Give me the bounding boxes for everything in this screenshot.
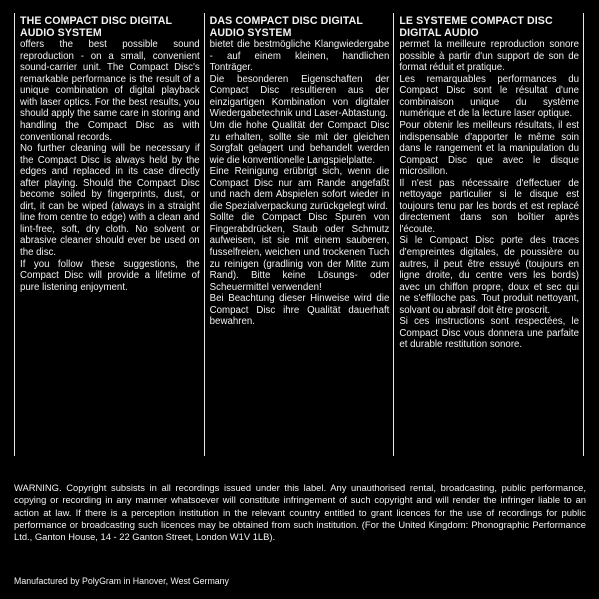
- manufacturer-note: Manufactured by PolyGram in Hanover, West Germany: [14, 576, 229, 586]
- paragraph: Eine Reinigung erübrigt sich, wenn die Compact Disc nur am Rande angefaßt und nach dem Abspielen sofort wieder in die Spezialverpackung zurückgelegt wird.: [209, 166, 390, 212]
- paragraph: Si ces instructions sont respectées, le Compact Disc vous donnera une parfaite et durable restitution sonore.: [399, 316, 580, 351]
- info-columns: [14, 13, 584, 456]
- column-english: [15, 13, 204, 456]
- column-german: [204, 13, 394, 456]
- column-body-english: [20, 39, 200, 293]
- column-title-english: THE COMPACT DISC DIGITAL AUDIO SYSTEM: [20, 15, 172, 39]
- paragraph: Die besonderen Eigenschaften der Compact Disc resultieren aus der einzigartigen Kombination von digitaler Wiedergabetechnik und Laser-Abtastung.: [209, 73, 390, 120]
- paragraph: If you follow these suggestions, the Compact Disc will provide a lifetime of pure listening enjoyment.: [20, 258, 200, 293]
- paragraph: permet la meilleure reproduction sonore possible à partir d'un support de son de format réduit et pratique.: [399, 39, 580, 74]
- paragraph: Um die hohe Qualität der Compact Disc zu erhalten, sollte sie mit der gleichen Sorgfalt gelagert und behandelt werden wie die konventionelle Langspielplatte.: [209, 120, 390, 166]
- paragraph: No further cleaning will be necessary if the Compact Disc is always held by the edges and replaced in its case directly after playing. Should the Compact Disc become soiled by fingerprints, dust, or dirt, it can be wiped (always in a straight line from centre to edge) with a clean and lint-free, soft, dry cloth. No solvent or abrasive cleaner should ever be used on the disc.: [20, 143, 200, 259]
- column-title-german: DAS COMPACT DISC DIGITAL AUDIO SYSTEM: [209, 15, 363, 39]
- paragraph: bietet die bestmögliche Klangwiedergabe - auf einem kleinen, handlichen Tonträger.: [209, 39, 390, 74]
- paragraph: Pour obtenir les meilleurs résultats, il est indispensable d'apporter le même soin dans le rangement et la manipulation du Compact Disc que avec le disque microsillon.: [399, 120, 580, 178]
- paragraph: Sollte die Compact Disc Spuren von Fingerabdrücken, Staub oder Schmutz aufweisen, ist sie mit einem sauberen, fusselfreien, weichen und trockenen Tuch zu reinigen (gradlinig von der Mitte zum Rand). Bitte keine Lösungs- oder Scheuermittel verwenden!: [209, 212, 390, 293]
- column-title-french: LE SYSTEME COMPACT DISC DIGITAL AUDIO: [399, 15, 553, 39]
- paragraph: offers the best possible sound reproduction - on a small, convenient sound-carrier unit. The Compact Disc's remarkable performance is the result of a unique combination of digital playback with laser optics. For the best results, you should apply the same care in storing and handling the Compact Disc as with conventional records.: [20, 39, 200, 143]
- paragraph: Bei Beachtung dieser Hinweise wird die Compact Disc ihre Qualität dauerhaft bewahren.: [209, 293, 390, 328]
- column-body-french: [399, 39, 579, 351]
- column-body-german: [210, 39, 390, 328]
- paragraph: Il n'est pas nécessaire d'effectuer de nettoyage particulier si le disque est toujours tenu par les bords et est replacé directement dans son boîtier après l'écoute.: [399, 177, 580, 235]
- paragraph: Si le Compact Disc porte des traces d'empreintes digitales, de poussière ou autres, il peut être essuyé (toujours en ligne droite, du centre vers les bords) avec un chiffon propre, doux et sec qui ne s'effiloche pas. Tout produit nettoyant, solvant ou abrasif doit être proscrit.: [399, 235, 580, 316]
- copyright-warning: WARNING. Copyright subsists in all recordings issued under this label. Any unauthorised rental, broadcasting, public performance, copying or recording in any manner whatsoever will constitute infringement of such copyright and will render the infringer liable to an action at law. If there is a perception institution in the relevant country entitled to grant licences for the use of recordings for public performance or broadcasting such licences may be obtained from such institution. (For the United Kingdom: Phonographic Performance Ltd., Ganton House, 14 - 22 Ganton Street, London W1V 1LB).: [14, 482, 586, 543]
- paragraph: Les remarquables performances du Compact Disc sont le résultat d'une combinaison unique du système numérique et de la lecture laser optique.: [399, 73, 580, 120]
- column-french: [393, 13, 583, 456]
